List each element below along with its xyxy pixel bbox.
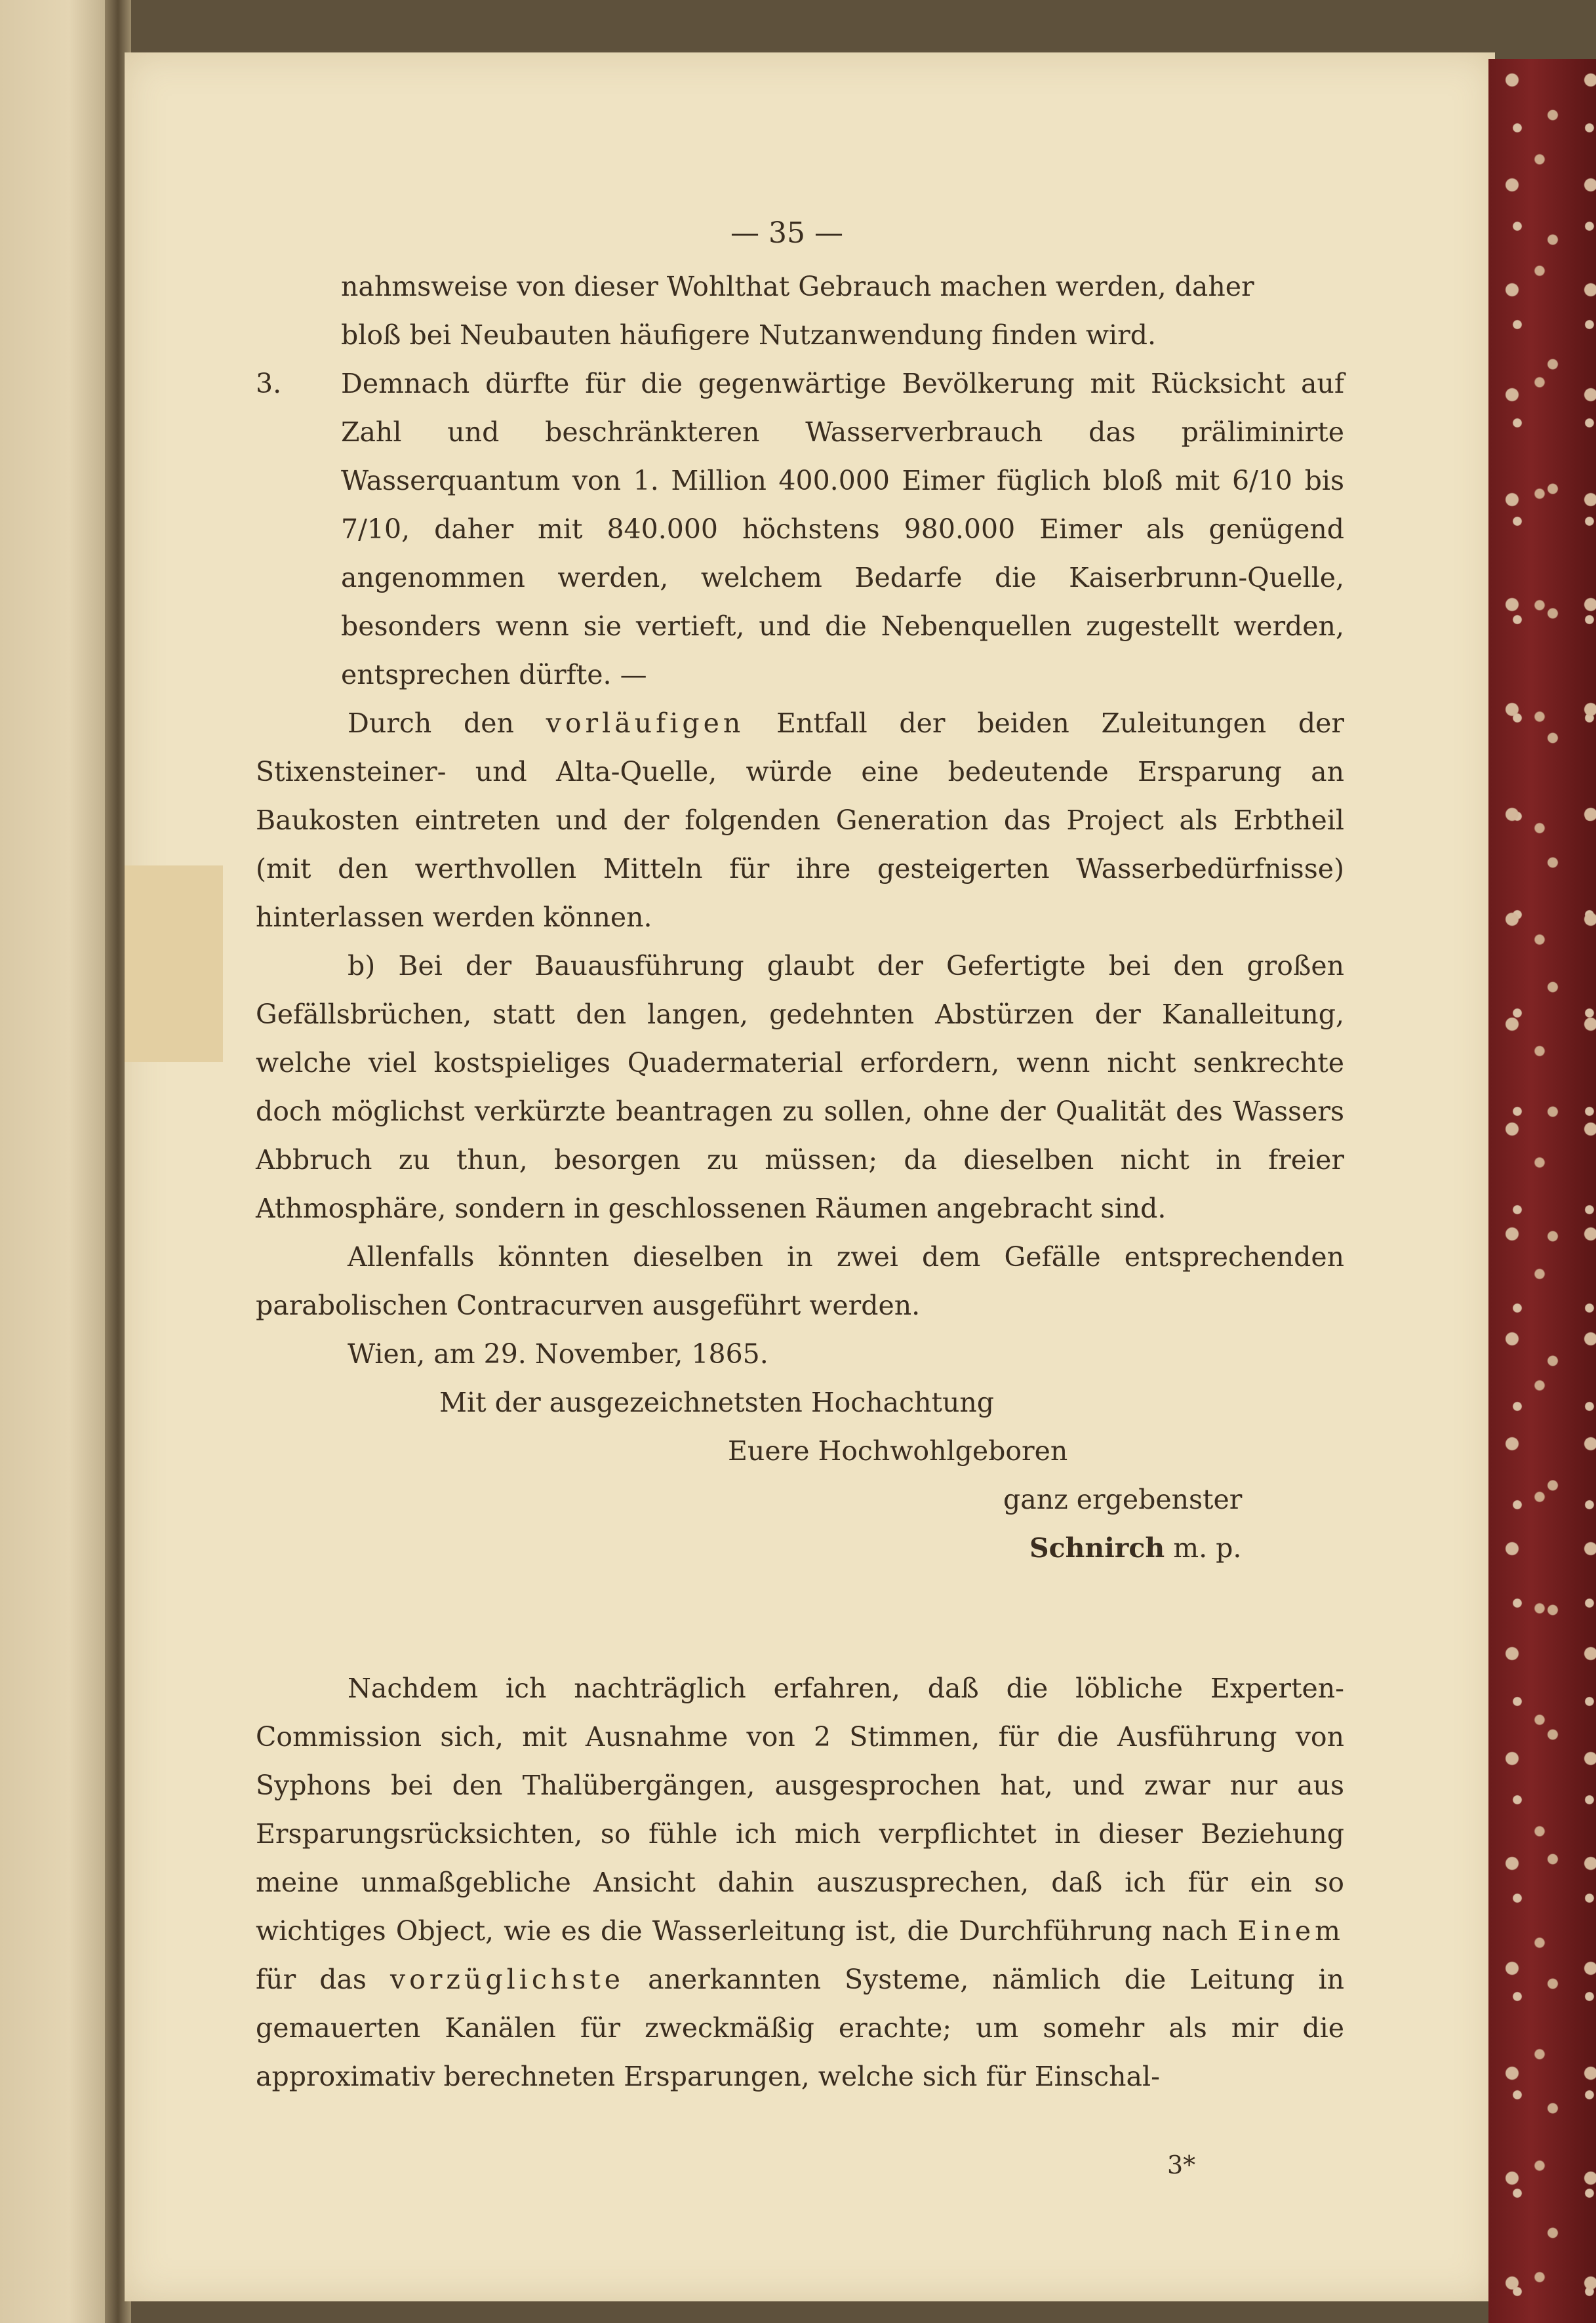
signature <box>256 1524 1344 1572</box>
closing-address: Euere Hochwohlgeboren <box>728 1435 1068 1467</box>
marbled-cover-edge <box>1488 59 1596 2323</box>
spaced-word: vorzüglichste <box>389 1964 625 1995</box>
signature-name: Schnirch <box>1029 1532 1165 1564</box>
item-number: 3. <box>256 368 282 399</box>
paragraph-3: Allenfalls könnten dieselben in zwei dem Gefälle entsprechenden parabolischen Contracurven ausgeführt werden. <box>256 1241 1344 1321</box>
signature-mark: 3* <box>1167 2151 1196 2179</box>
item-text: Demnach dürfte für die gegenwärtige Bevölkerung mit Rücksicht auf Zahl und beschränkteren Wasserverbrauch das präliminirte Wasserquantum von 1. Million 400.000 Eimer füglich bloß mit 6/10 bis 7/10, daher mit 840.000 höchstens 980.000 Eimer als genügend angenommen werden, welchem Bedarfe die Kaiserbrunn-Quelle, besonders wenn sie vertieft, und die Nebenquellen zugestellt werden, entsprechen dürfte. — <box>341 368 1344 690</box>
date-line: Wien, am 29. November, 1865. <box>348 1338 768 1370</box>
paper-tab <box>125 865 223 1062</box>
left-page-edge <box>0 0 115 2323</box>
spaced-word: vorläufigen <box>546 707 745 739</box>
closing-salutation: Mit der ausgezeichnetsten Hochachtung <box>439 1387 995 1418</box>
section-gap <box>256 1572 1344 1664</box>
closing-formula: ganz ergebenster <box>1003 1484 1243 1515</box>
signature-suffix: m. p. <box>1165 1532 1242 1564</box>
page-text <box>256 262 1344 2101</box>
text-line: bloß bei Neubauten häufigere Nutzanwendung finden wird. <box>341 319 1157 351</box>
paragraph-4: Nachdem ich nachträglich erfahren, daß die löbliche Experten-Commission sich, mit Ausnahme von 2 Stimmen, für die Ausführung von Syphons bei den Thalübergängen, ausgesprochen hat, und zwar nur aus Ersparungsrücksichten, so fühle ich mich verpflichtet in dieser Beziehung meine unmaßgebliche Ansicht dahin auszusprechen, daß ich für ein so wichtiges Object, wie es die Wasserleitung ist, die Durchführung nach Einem für das vorzüglichste anerkannten Systeme, nämlich die Leitung in gemauerten Kanälen für zweckmäßig erachte; um somehr als mir die approximativ berechneten Ersparungen, welche sich für Einschal- <box>256 1673 1344 2092</box>
spaced-word: Einem <box>1237 1915 1344 1947</box>
page-number: — 35 — <box>730 216 843 250</box>
item-3 <box>256 359 1344 699</box>
paragraph-2: b) Bei der Bauausführung glaubt der Gefertigte bei den großen Gefällsbrüchen, statt den langen, gedehnten Abstürzen der Kanalleitung, welche viel kostspieliges Quadermaterial erfordern, wenn nicht senkrechte doch möglichst verkürzte beantragen zu sollen, ohne der Qualität des Wassers Abbruch zu thun, besorgen zu müssen; da dieselben nicht in freier Athmosphäre, sondern in geschlossenen Räumen angebracht sind. <box>256 950 1344 1224</box>
paragraph-1: Durch den vorläufigen Entfall der beiden Zuleitungen der Stixensteiner- und Alta-Quelle, würde eine bedeutende Ersparung an Baukosten eintreten und der folgenden Generation das Project als Erbtheil (mit den werthvollen Mitteln für ihre gesteigerten Wasserbedürfnisse) hinterlassen werden können. <box>256 707 1344 933</box>
text-line: nahmsweise von dieser Wohlthat Gebrauch machen werden, daher <box>341 271 1254 302</box>
